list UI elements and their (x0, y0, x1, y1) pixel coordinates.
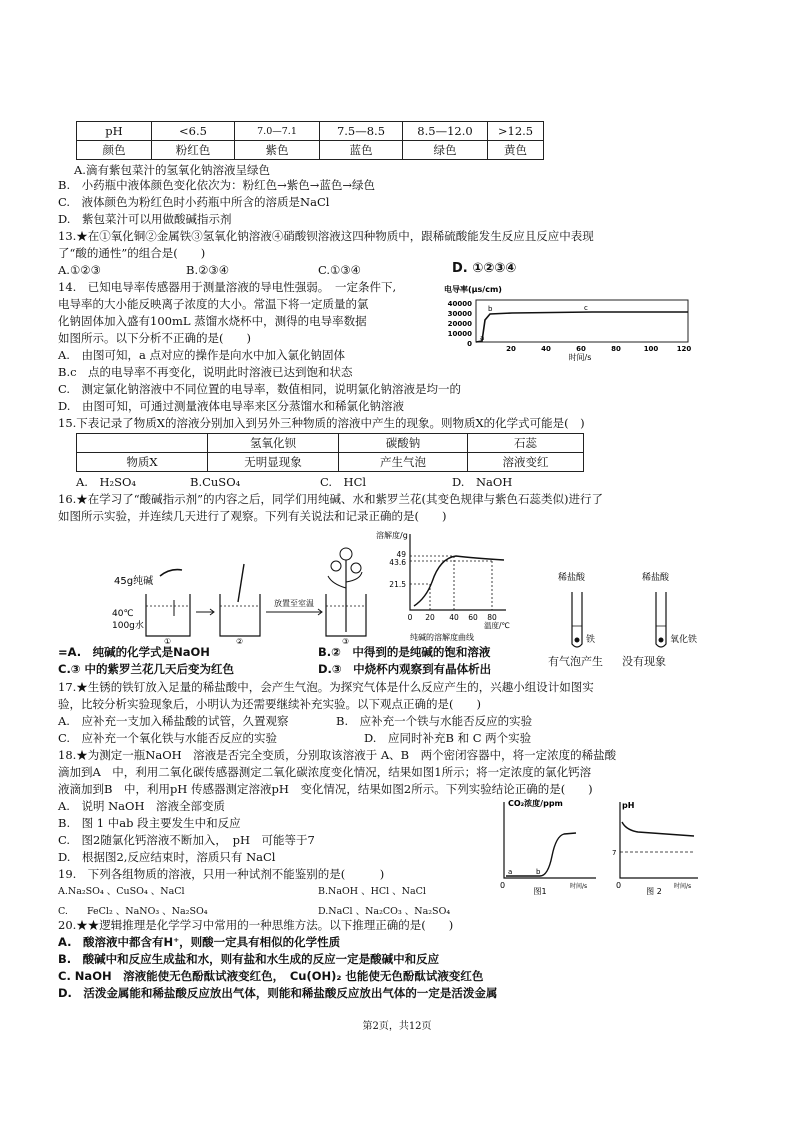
fig2-origin: 0 (616, 881, 622, 890)
fig1-caption: 图1 (533, 887, 547, 896)
table-row (77, 453, 584, 472)
fig2-tick-7: 7 (612, 849, 617, 857)
q19-option-c: C. FeCl₂ 、NaNO₃ 、Na₂SO₄ (58, 906, 208, 917)
tube-1-substance: 铁 (586, 635, 596, 645)
fig1-origin: 0 (500, 881, 506, 890)
q20-stem: 20.★★逻辑推理是化学学习中常用的一种思维方法。以下推理正确的是( ) (58, 918, 454, 932)
curve-y-tick: 43.6 (389, 558, 406, 567)
curve-x-tick: 60 (468, 613, 478, 622)
beaker-number: ① (164, 637, 172, 646)
fig1-point-a: a (508, 868, 513, 876)
test-tube-figure (548, 570, 708, 666)
table-cell: 颜色 (77, 141, 152, 160)
co2-concentration-chart (490, 796, 602, 896)
table-cell: >12.5 (488, 122, 544, 141)
q13-option-d: D. ①②③④ (452, 261, 517, 276)
q20-option-a: A. 酸溶液中都含有H⁺，则酸一定具有相似的化学性质 (58, 935, 341, 949)
reference-lines (410, 556, 492, 584)
point-label-c: c (584, 304, 588, 312)
table-cell: 黄色 (488, 141, 544, 160)
q14-option-c: C. 测定氯化钠溶液中不同位置的电导率，数值相同，说明氯化钠溶液是均一的 (58, 382, 462, 396)
q12-option-c: C. 液体颜色为粉红色时小药瓶中所含的溶质是NaCl (58, 195, 330, 209)
tube-1-result: 有气泡产生 (548, 655, 603, 668)
q19-option-b: B.NaOH 、HCl 、NaCl (318, 886, 426, 897)
beaker-number: ② (236, 637, 244, 646)
point-label-b: b (488, 305, 493, 313)
curve-y-tick: 21.5 (389, 580, 406, 589)
q14-stem-line3: 化钠固体加入盛有100mL 蒸馏水烧杯中，测得的电导率数据 (58, 314, 367, 328)
q16-option-a: =A. 纯碱的化学式是NaOH (58, 645, 210, 659)
q18-stem-line3: 液滴加到B 中，利用pH 传感器测定溶液pH 变化情况，结果如图2所示。下列实验结论正确的是( ) (58, 782, 593, 796)
iron-oxide-piece (659, 638, 664, 643)
curve-x-tick: 20 (425, 613, 435, 622)
q13-stem-line2: 了“酸的通性”的组合是( ) (58, 246, 206, 260)
q18-option-c: C. 图2随氯化钙溶液不断加入， pH 可能等于7 (58, 833, 315, 847)
table-cell: 物质X (77, 453, 208, 472)
q13-option-a: A.①②③ (58, 263, 101, 277)
violet-flower-icon (351, 563, 361, 573)
tube-1-label: 稀盐酸 (558, 573, 586, 583)
conductivity-curve (476, 312, 688, 342)
table-cell: pH (77, 122, 152, 141)
leaf-icon (328, 572, 362, 588)
curve-x-tick: 40 (449, 613, 459, 622)
table-cell: 溶液变红 (468, 453, 584, 472)
q14-option-a: A. 由图可知，a 点对应的操作是向水中加入氯化钠固体 (58, 348, 345, 362)
q17-option-b: B. 应补充一个铁与水能否反应的实验 (336, 714, 533, 728)
q12-option-d: D. 紫包菜汁可以用做酸碱指示剂 (58, 212, 232, 226)
reference-lines (430, 556, 492, 610)
y-tick-label: 20000 (447, 320, 472, 328)
q18-option-b: B. 图 1 中ab 段主要发生中和反应 (58, 816, 241, 830)
fig1-y-label: CO₂浓度/ppm (508, 799, 563, 808)
q18-stem-line1: 18.★为测定一瓶NaOH 溶液是否完全变质，分别取该溶液于 A、B 两个密闭容器中，将一定浓度的稀盐酸 (58, 748, 617, 762)
table-cell: <6.5 (152, 122, 235, 141)
q15-option-b: B.CuSO₄ (190, 475, 241, 489)
q19-option-d: D.NaCl 、Na₂CO₃ 、Na₂SO₄ (318, 906, 451, 917)
q15-option-d: D. NaOH (452, 475, 513, 489)
beaker-1-icon (146, 594, 190, 636)
curve-y-label: 溶解度/g (376, 531, 408, 540)
fig2-axes (620, 802, 698, 878)
q17-option-c: C. 应补充一个氧化铁与水能否反应的实验 (58, 731, 278, 745)
fig2-x-label: 时间/s (674, 883, 692, 890)
table-cell: 紫色 (235, 141, 320, 160)
q16-option-b: B.② 中得到的是纯碱的饱和溶液 (318, 645, 491, 659)
page-number-footer: 第2页，共12页 (362, 1021, 432, 1032)
violet-flower-icon (331, 561, 341, 571)
y-tick-label: 30000 (447, 310, 472, 318)
q16-stem-line1: 16.★在学习了“酸碱指示剂”的内容之后，同学们用纯碱、水和紫罗兰花(其变色规律与紫色石蕊类似)进行了 (58, 492, 604, 506)
x-tick-label: 60 (576, 345, 586, 353)
q15-option-a: A. H₂SO₄ (76, 475, 137, 489)
table-cell: 7.0—7.1 (235, 122, 320, 141)
q13-stem-line1: 13.★在①氧化铜②金属铁③氢氧化钠溶液④硝酸钡溶液这四种物质中，跟稀硫酸能发生反应且反应中表现 (58, 229, 594, 243)
table-cell: 绿色 (403, 141, 488, 160)
table-cell: 7.5—8.5 (320, 122, 403, 141)
y-tick-label: 0 (467, 340, 472, 348)
solubility-curve-chart (372, 528, 518, 642)
x-tick-label: 20 (506, 345, 516, 353)
q20-option-b: B. 酸碱中和反应生成盐和水，则有盐和水生成的反应一定是酸碱中和反应 (58, 952, 440, 966)
q12-option-a: A.滴有紫包菜汁的氢氧化钠溶液呈绿色 (74, 163, 270, 177)
ph-chart (608, 796, 704, 896)
q17-stem-line2: 验，比较分析实验现象后，小明认为还需要继续补充实验。以下观点正确的是( ) (58, 697, 481, 711)
spoon-icon (160, 570, 182, 576)
fig1-axes (504, 802, 596, 878)
q20-option-c: C. NaOH 溶液能使无色酚酞试液变红色， Cu(OH)₂ 也能使无色酚酞试液变红色 (58, 969, 484, 983)
table-row (77, 434, 584, 453)
q18-option-a: A. 说明 NaOH 溶液全部变质 (58, 799, 225, 813)
curve-x-tick: 0 (407, 613, 413, 622)
q19-stem: 19. 下列各组物质的溶液，只用一种试剂不能鉴别的是( ) (58, 867, 385, 881)
fig2-caption: 图 2 (646, 887, 662, 896)
stir-rod-icon (238, 564, 244, 602)
curve-caption: 纯碱的溶解度曲线 (410, 633, 474, 642)
q15-table (76, 433, 584, 472)
solubility-curve (414, 556, 504, 606)
q12-option-b: B. 小药瓶中液体颜色变化依次为：粉红色→紫色→蓝色→绿色 (58, 178, 376, 192)
q19-option-a: A.Na₂SO₄ 、CuSO₄ 、NaCl (58, 886, 185, 897)
conductivity-chart (432, 280, 704, 362)
soda-mass-label: 45g纯碱 (114, 576, 154, 587)
point-label-a: a (480, 334, 485, 342)
y-tick-label: 40000 (447, 300, 472, 308)
curve-y-tick: 49 (396, 550, 406, 559)
q14-stem-line2: 电导率的大小能反映离子浓度的大小。常温下将一定质量的氯 (58, 297, 369, 311)
table-cell: 产生气泡 (339, 453, 468, 472)
chart-x-label: 时间/s (568, 353, 592, 362)
soda-experiment-figure (110, 540, 380, 646)
q18-stem-line2: 滴加到A 中，利用二氧化碳传感器测定二氧化碳浓度变化情况，结果如图1所示；将一定浓度的氯化钙溶 (58, 765, 592, 779)
x-tick-label: 100 (643, 345, 659, 353)
fig1-point-b: b (536, 868, 541, 876)
q20-option-d: D. 活泼金属能和稀盐酸反应放出气体，则能和稀盐酸反应放出气体的一定是活泼金属 (58, 986, 498, 1000)
table-row (77, 122, 544, 141)
x-tick-label: 80 (611, 345, 621, 353)
q15-option-c: C. HCl (320, 475, 367, 489)
tube-2-label: 稀盐酸 (642, 573, 670, 583)
curve-x-label: 温度/℃ (484, 621, 510, 630)
table-cell: 粉红色 (152, 141, 235, 160)
tube-2-substance: 氧化铁 (670, 635, 698, 645)
water-mass-label: 100g水 (112, 621, 144, 631)
fig1-x-label: 时间/s (570, 883, 588, 890)
table-cell: 碳酸钠 (339, 434, 468, 453)
table-cell (77, 434, 208, 453)
beaker-number: ③ (342, 637, 350, 646)
q13-option-b: B.②③④ (186, 263, 230, 277)
q17-option-a: A. 应补充一支加入稀盐酸的试管，久置观察 (58, 714, 289, 728)
iron-piece (575, 638, 580, 643)
q18-option-d: D. 根据图2,反应结束时，溶质只有 NaCl (58, 850, 276, 864)
table-cell: 8.5—12.0 (403, 122, 488, 141)
x-tick-label: 120 (676, 345, 692, 353)
x-tick-label: 40 (541, 345, 551, 353)
q17-stem-line1: 17.★生锈的铁钉放入足量的稀盐酸中，会产生气泡。为探究气体是什么反应产生的，兴趣小组设计如图实 (58, 680, 594, 694)
ph-curve (622, 822, 694, 836)
q14-stem-line4: 如图所示。以下分析不正确的是( ) (58, 331, 251, 345)
q17-option-d: D. 应同时补充B 和 C 两个实验 (364, 731, 532, 745)
q14-option-b: B.c 点的电导率不再变化，说明此时溶液已达到饱和状态 (58, 365, 353, 379)
table-cell: 氢氧化钡 (208, 434, 339, 453)
table-cell: 蓝色 (320, 141, 403, 160)
co2-curve (506, 833, 576, 876)
table-cell: 无明显现象 (208, 453, 339, 472)
table-row (77, 141, 544, 160)
q14-option-d: D. 由图可知，可通过测量液体电导率来区分蒸馏水和稀氯化钠溶液 (58, 399, 404, 413)
curve-x-tick: 80 (487, 613, 497, 622)
q16-option-d: D.③ 中烧杯内观察到有晶体析出 (318, 662, 492, 676)
tube-2-result: 没有现象 (622, 655, 666, 668)
table-cell: 石蕊 (468, 434, 584, 453)
ph-color-table (76, 121, 544, 160)
violet-flower-icon (340, 548, 352, 560)
y-tick-label: 10000 (447, 330, 472, 338)
temperature-label: 40℃ (112, 609, 134, 619)
q15-stem: 15.下表记录了物质X的溶液分别加入到另外三种物质的溶液中产生的现象。则物质X的化学式可能是( ) (58, 416, 585, 430)
chart-y-label: 电导率(μs/cm) (444, 285, 502, 294)
standing-label: 放置至室温 (274, 599, 314, 608)
chart-frame (476, 300, 688, 342)
fig2-y-label: pH (622, 801, 635, 810)
q14-stem-line1: 14. 已知电导率传感器用于测量溶液的导电性强弱。 一定条件下, (58, 280, 397, 294)
beaker-2-icon (220, 594, 260, 636)
q16-option-c: C.③ 中的紫罗兰花几天后变为红色 (58, 662, 235, 676)
q13-option-c: C.①③④ (318, 263, 361, 277)
q16-stem-line2: 如图所示实验，并连续几天进行了观察。下列有关说法和记录正确的是( ) (58, 509, 447, 523)
